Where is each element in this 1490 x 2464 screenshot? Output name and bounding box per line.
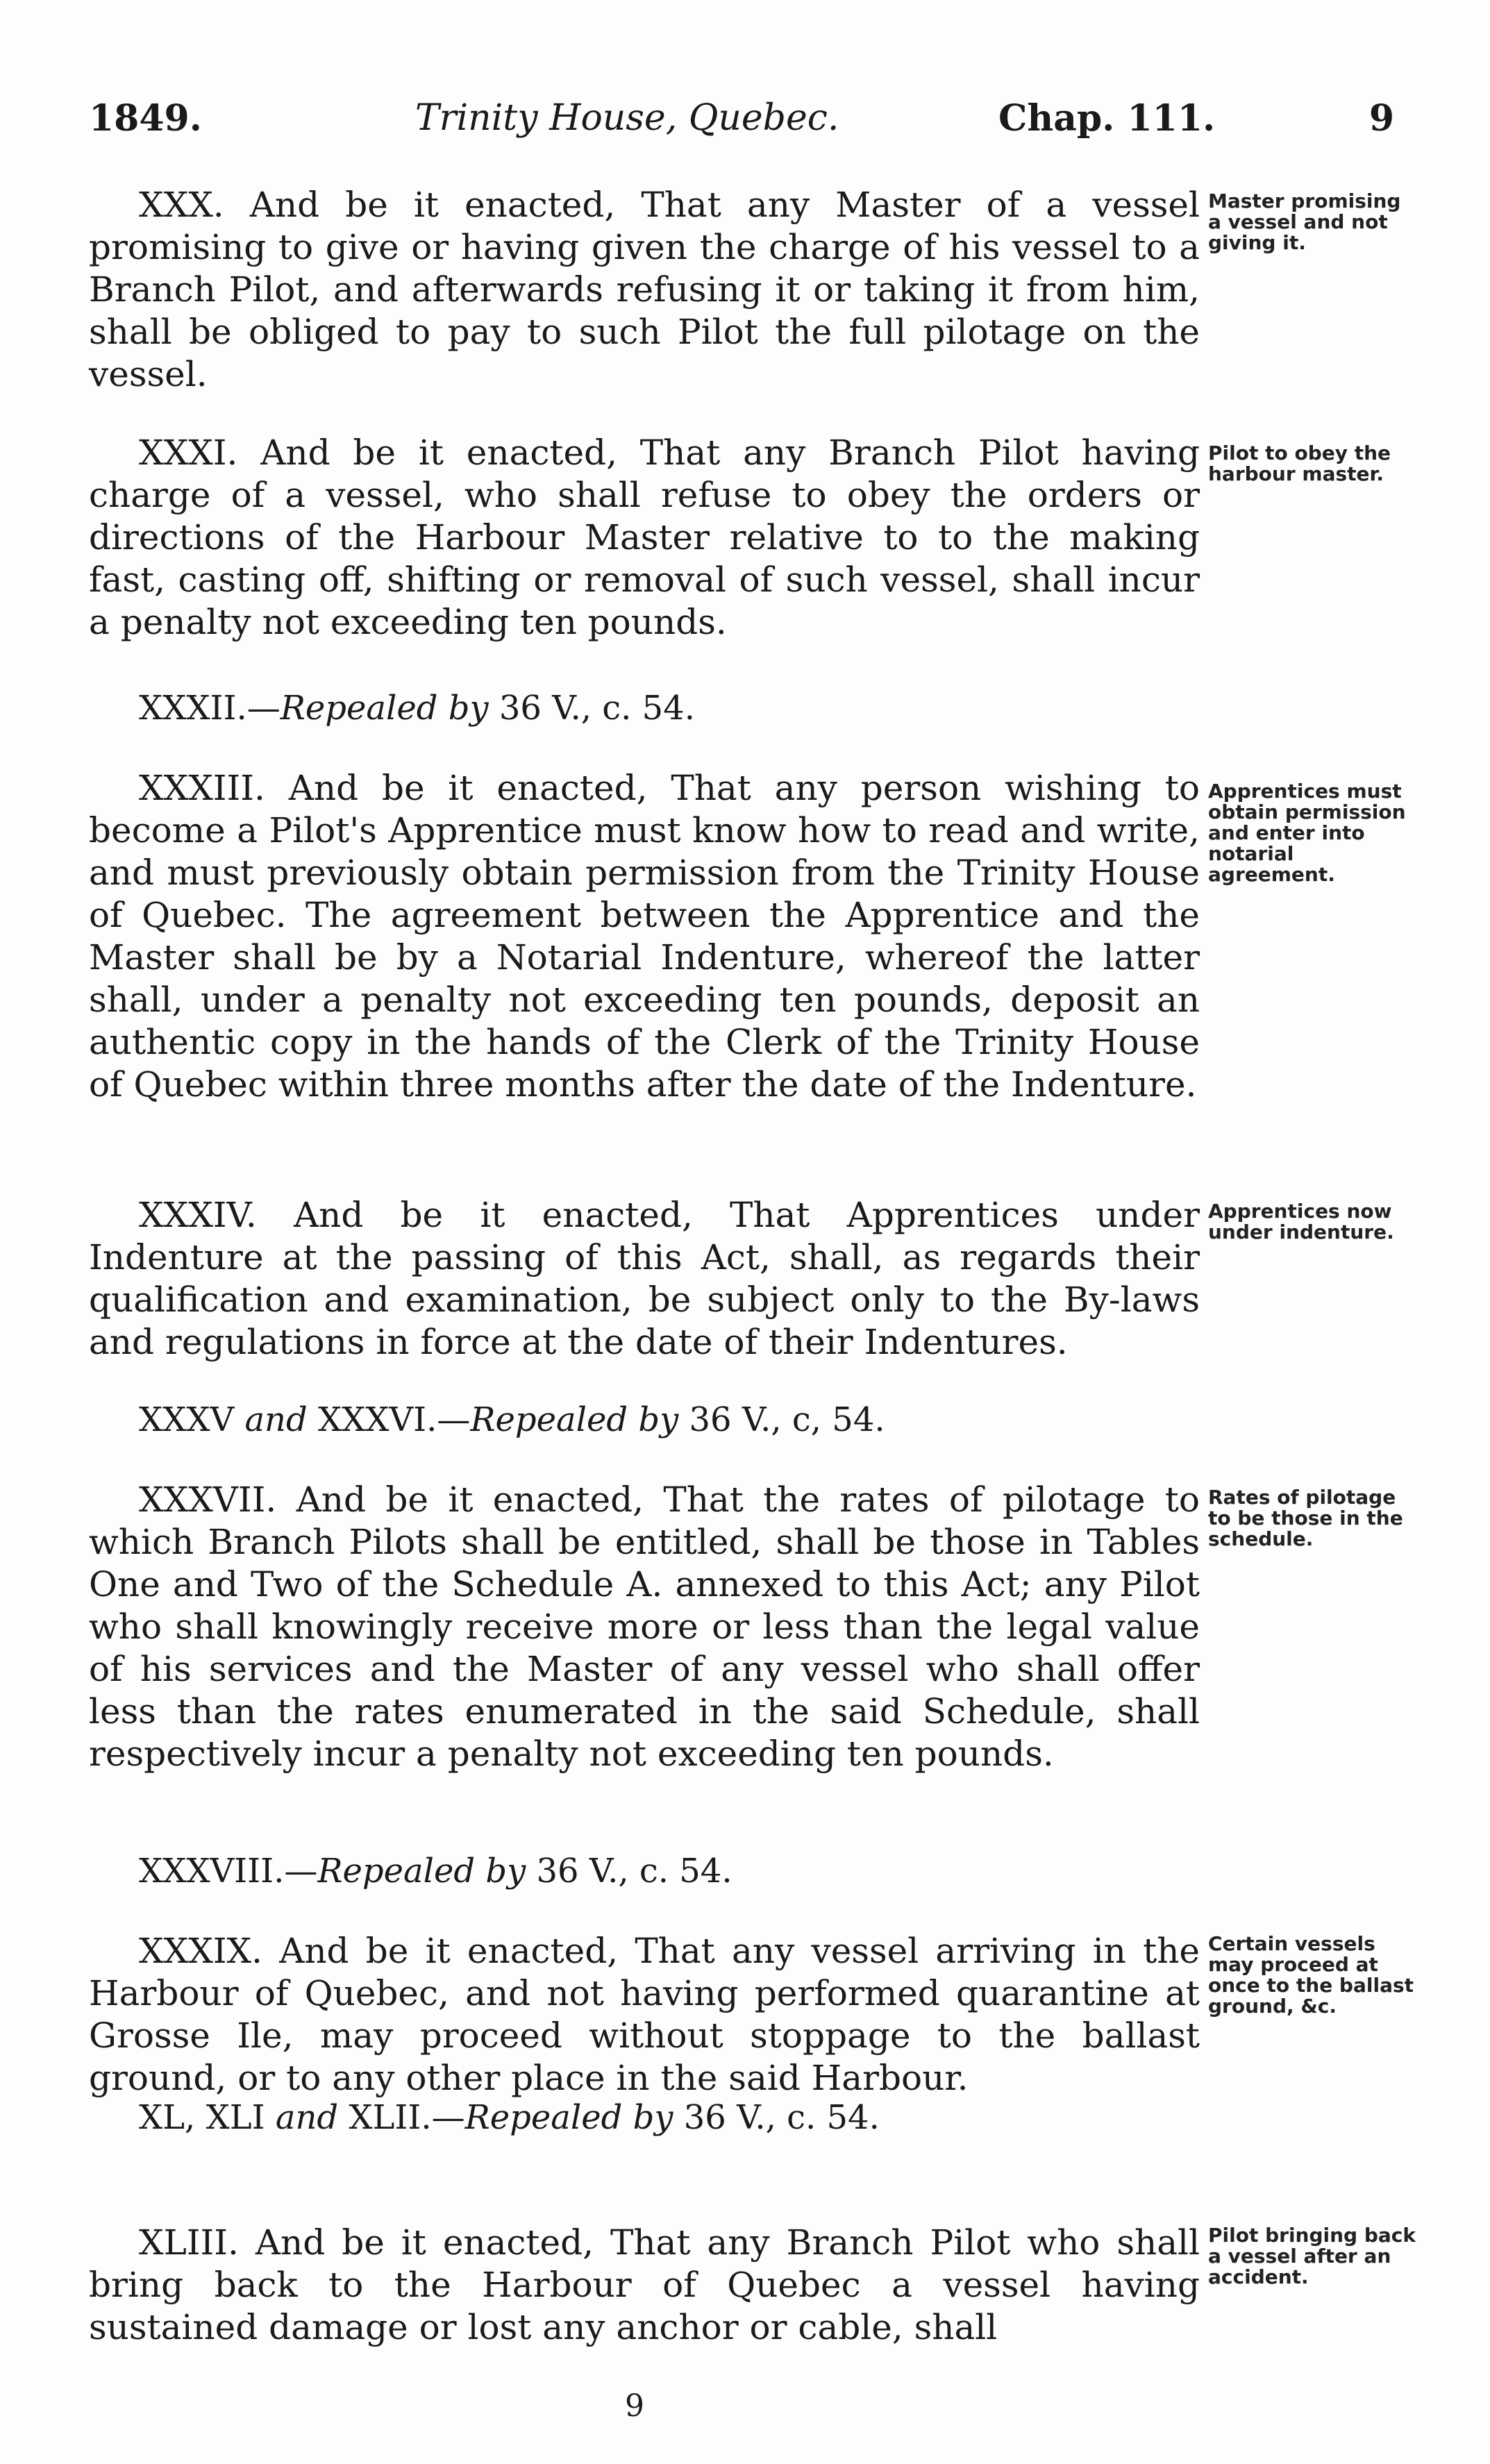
section-32-repealed (139, 687, 695, 729)
margin-note-30: Master promising a vessel and not giving it. (1208, 190, 1401, 254)
section-39 (89, 1930, 1200, 2100)
margin-note-37: Rates of pilotage to be those in the schedule. (1208, 1486, 1403, 1550)
section-30 (89, 184, 1200, 396)
section-35-repealed-label: Repealed by (470, 1400, 679, 1439)
section-31-text: XXXI. And be it enacted, That any Branch Pilot having charge of a vessel, who shall refuse to obey the orders or directions of the Harbour Master relative to to the making fast, casting off, shifting or removal of such vessel, shall incur a penalty not exceeding ten pounds. (89, 433, 1200, 642)
section-40-42-repealed (139, 2097, 880, 2138)
section-39-text: XXXIX. And be it enacted, That any vessel arriving in the Harbour of Quebec, and not having performed quarantine at Grosse Ile, may proceed without stoppage to the ballast ground, or to any other place in the said Harbour. (89, 1931, 1200, 2098)
section-40-and: and (275, 2098, 339, 2137)
section-42-number: XLII.— (338, 2098, 465, 2137)
section-38-repealed (139, 1850, 733, 1892)
header-title: Trinity House, Quebec. (415, 97, 839, 139)
section-43-text: XLIII. And be it enacted, That any Branch Pilot who shall bring back to the Harbour of Quebec a vessel having sustained damage or lost any anchor or cable, shall (89, 2222, 1200, 2347)
section-35-36-repealed (139, 1399, 885, 1441)
section-35-reference: 36 V., c, 54. (678, 1400, 885, 1439)
margin-note-39: Certain vessels may proceed at once to the ballast ground, &c. (1208, 1932, 1414, 2018)
section-38-repealed-label: Repealed by (317, 1852, 526, 1891)
margin-note-43: Pilot bringing back a vessel after an accident. (1208, 2224, 1416, 2288)
section-31 (89, 432, 1200, 644)
section-37 (89, 1479, 1200, 1775)
section-32-reference: 36 V., c. 54. (488, 689, 695, 728)
section-40-repealed-label: Repealed by (464, 2098, 673, 2137)
section-33 (89, 767, 1200, 1106)
section-38-number: XXXVIII.— (139, 1852, 318, 1891)
section-36-number: XXXVI.— (307, 1400, 471, 1439)
section-32-number: XXXII.— (139, 689, 281, 728)
section-33-text: XXXIII. And be it enacted, That any person wishing to become a Pilot's Apprentice must know how to read and write, and must previously obtain permission from the Trinity House of Quebec. The agreement between the Apprentice and the Master shall be by a Notarial Indenture, whereof the latter shall, under a penalty not exceeding ten pounds, deposit an authentic copy in the hands of the Clerk of the Trinity House of Quebec within three months after the date of the Indenture. (89, 768, 1200, 1105)
section-32-repealed-label: Repealed by (280, 689, 489, 728)
margin-note-31: Pilot to obey the harbour master. (1208, 442, 1391, 485)
header-year: 1849. (89, 97, 202, 140)
signature-mark: 9 (625, 2388, 644, 2424)
section-37-text: XXXVII. And be it enacted, That the rates of pilotage to which Branch Pilots shall be entitled, shall be those in Tables One and Two of the Schedule A. annexed to this Act; any Pilot who shall knowingly receive more or less than the legal value of his services and the Master of any vessel who shall offer less than the rates enumerated in the said Schedule, shall respectively incur a penalty not exceeding ten pounds. (89, 1480, 1200, 1774)
page-header (89, 97, 1394, 146)
section-43 (89, 2222, 1200, 2349)
section-35-number: XXXV (139, 1400, 245, 1439)
header-page-number: 9 (1368, 97, 1394, 140)
margin-note-33: Apprentices must obtain permission and enter into notarial agreement. (1208, 780, 1406, 886)
section-40-number: XL, XLI (139, 2098, 276, 2137)
section-34-text: XXXIV. And be it enacted, That Apprentices under Indenture at the passing of this Act, shall, as regards their qualification and examination, be subject only to the By-laws and regulations in force at the date of their Indentures. (89, 1195, 1200, 1362)
section-30-text: XXX. And be it enacted, That any Master of a vessel promising to give or having given the charge of his vessel to a Branch Pilot, and afterwards refusing it or taking it from him, shall be obliged to pay to such Pilot the full pilotage on the vessel. (89, 185, 1200, 394)
section-40-reference: 36 V., c. 54. (673, 2098, 880, 2137)
section-34 (89, 1194, 1200, 1364)
section-38-reference: 36 V., c. 54. (526, 1852, 733, 1891)
header-chapter: Chap. 111. (998, 97, 1216, 140)
section-35-and: and (244, 1400, 308, 1439)
margin-note-34: Apprentices now under indenture. (1208, 1200, 1394, 1243)
